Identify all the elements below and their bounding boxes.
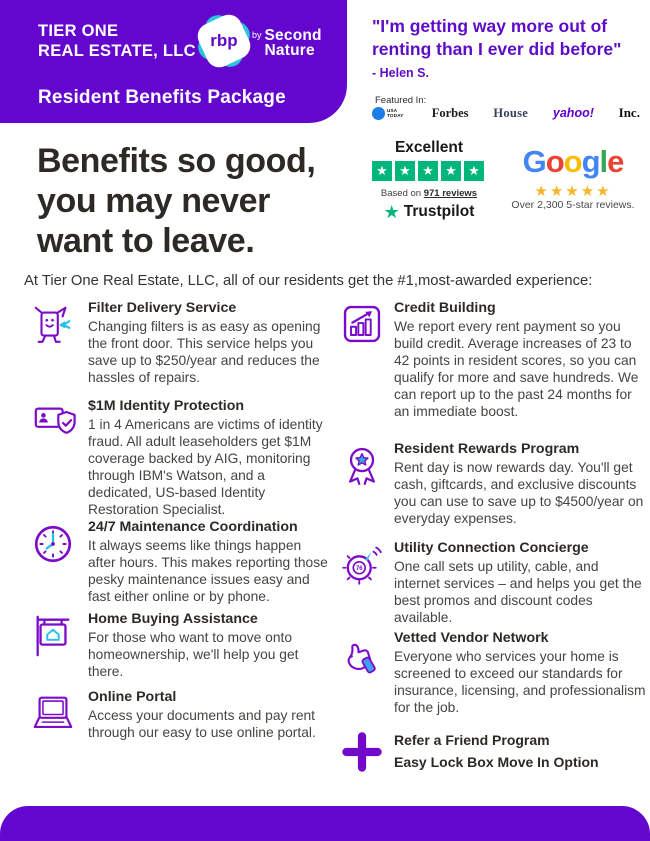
benefit-description: Access your documents and pay rent through our easy to use online portal. (88, 708, 316, 741)
google-logo (500, 146, 646, 177)
extra-program-line2: Easy Lock Box Move In Option (394, 754, 599, 770)
intro-text: At Tier One Real Estate, LLC, all of our residents get the #1,most-awarded experience: (24, 273, 593, 289)
benefit-title: Vetted Vendor Network (394, 630, 549, 646)
trustpilot-brand (358, 203, 500, 221)
identity-protection-icon (30, 398, 88, 446)
benefit-title: Filter Delivery Service (88, 300, 237, 316)
by-label: by (252, 30, 262, 40)
benefit-description: It always seems like things happen after hours. This makes reporting those pesky maintenance issues easy and fast either online or by phone. (88, 538, 328, 605)
yahoo-logo: yahoo! (552, 106, 594, 120)
benefit-description: Everyone who services your home is screened to exceed our standards for insurance, licensing, and professionalism for the job. (394, 649, 646, 716)
benefit-description: One call sets up utility, cable, and internet services – and helps you get the best promos and discount codes available. (394, 559, 642, 626)
svg-text:76: 76 (355, 566, 363, 573)
company-name-line2: REAL ESTATE, LLC (38, 42, 196, 61)
benefit-credit-building (340, 300, 646, 421)
package-title: Resident Benefits Package (38, 87, 286, 108)
reviews-link[interactable]: 971 reviews (423, 188, 478, 199)
laptop-icon (30, 689, 88, 737)
google-wordmark (523, 144, 624, 179)
benefit-title: Resident Rewards Program (394, 441, 580, 457)
trustpilot-star-icon: ★ (395, 161, 415, 181)
headline-line2: you may never (37, 182, 270, 221)
quote-line2: renting than I ever did before" (372, 39, 622, 60)
benefit-title: Utility Connection Concierge (394, 540, 589, 556)
google-review-note: Over 2,300 5-star reviews. (511, 199, 635, 211)
trustpilot-star-icon: ★ (418, 161, 438, 181)
benefit-online-portal (30, 689, 330, 741)
trustpilot-logo-star-icon: ★ (383, 202, 400, 222)
forbes-logo: Forbes (431, 105, 469, 120)
company-name (38, 21, 196, 61)
benefit-title: $1M Identity Protection (88, 398, 245, 414)
second-nature-name (265, 29, 322, 58)
inc-logo: Inc. (618, 105, 640, 120)
featured-logos-row (372, 105, 640, 121)
benefit-description: Changing filters is as easy as opening the front door. This service helps you save up to $250/year and reduces the hassles of repairs. (88, 319, 321, 386)
featured-in-label: Featured In: (375, 95, 427, 106)
headline-line1: Benefits so good, (37, 142, 316, 180)
trustpilot-star-icon: ★ (372, 161, 392, 181)
benefit-title: Online Portal (88, 689, 177, 705)
trustpilot-star-icon: ★ (441, 161, 461, 181)
benefit-title: 24/7 Maintenance Coordination (88, 519, 298, 535)
benefit-home-buying (30, 611, 330, 680)
thumbs-up-icon (340, 630, 394, 678)
bar-chart-icon (340, 300, 394, 346)
clock-icon (30, 519, 88, 567)
testimonial-quote (372, 15, 644, 61)
benefit-description: 1 in 4 Americans are victims of identity fraud. All adult leaseholders get $1M coverage backed by AIG, monitoring through IBM's Watson, and a dedicated, US-based Identity Restoration Specialist. (88, 417, 323, 518)
page-headline (37, 141, 315, 261)
header-banner (0, 0, 347, 123)
benefit-description: We report every rent payment so you build credit. Average increases of 23 to 42 points in resident scores, so you can qualify for more and save hundreds. We can report up to the past 24 months for an immediate boost. (394, 319, 639, 420)
benefit-title: Credit Building (394, 300, 496, 316)
rbp-logo-text: rbp (210, 31, 238, 50)
trustpilot-review-count (358, 188, 500, 199)
headline-line3: want to leave. (37, 222, 255, 261)
trustpilot-stars (372, 161, 484, 181)
benefit-description: Rent day is now rewards day. You'll get cash, giftcards, and exclusive discounts you can use to save up to $4500/year on everyday expenses. (394, 460, 644, 527)
brand-line2: Nature (264, 41, 315, 59)
google-letter: G (522, 144, 546, 179)
rbp-logo (192, 9, 256, 73)
brand-line1: Second (264, 27, 322, 44)
usa-today-text: USA TODAY (387, 107, 404, 118)
second-nature-logo (252, 29, 322, 58)
medal-star-icon (340, 441, 394, 489)
benefit-extras (340, 728, 646, 774)
house-sign-icon (30, 611, 88, 659)
google-letter: l (599, 144, 608, 179)
benefit-filter-delivery (30, 300, 330, 386)
usa-today-logo (372, 107, 407, 120)
google-letter: g (581, 144, 600, 179)
trustpilot-rating-label: Excellent (394, 139, 464, 156)
trustpilot-star-icon: ★ (464, 161, 484, 181)
based-on-text: Based on (380, 188, 424, 199)
company-name-line1: TIER ONE (38, 22, 119, 40)
filter-delivery-icon (30, 300, 88, 348)
benefit-description: For those who want to move onto homeownership, we'll help you get there. (88, 630, 299, 680)
footer-bar (0, 806, 650, 841)
google-letter: e (607, 144, 624, 179)
utility-dial-icon (340, 540, 394, 588)
benefit-title: Home Buying Assistance (88, 611, 258, 627)
benefit-utility-concierge (340, 540, 646, 626)
plus-icon (340, 728, 394, 774)
trustpilot-wordmark: Trustpilot (403, 203, 475, 220)
testimonial-attribution: - Helen S. (372, 66, 429, 80)
google-letter: o (563, 144, 582, 179)
quote-line1: "I'm getting way more out of (372, 16, 608, 36)
benefit-resident-rewards (340, 441, 646, 527)
extra-program-line1: Refer a Friend Program (394, 731, 550, 748)
usa-today-circle-icon (372, 107, 385, 120)
google-letter: o (545, 144, 564, 179)
benefit-vetted-vendors (340, 630, 646, 716)
house-logo: House (493, 105, 529, 120)
benefit-identity-protection (30, 398, 330, 519)
benefit-maintenance (30, 519, 330, 605)
google-stars: ★★★★★ (534, 183, 612, 200)
